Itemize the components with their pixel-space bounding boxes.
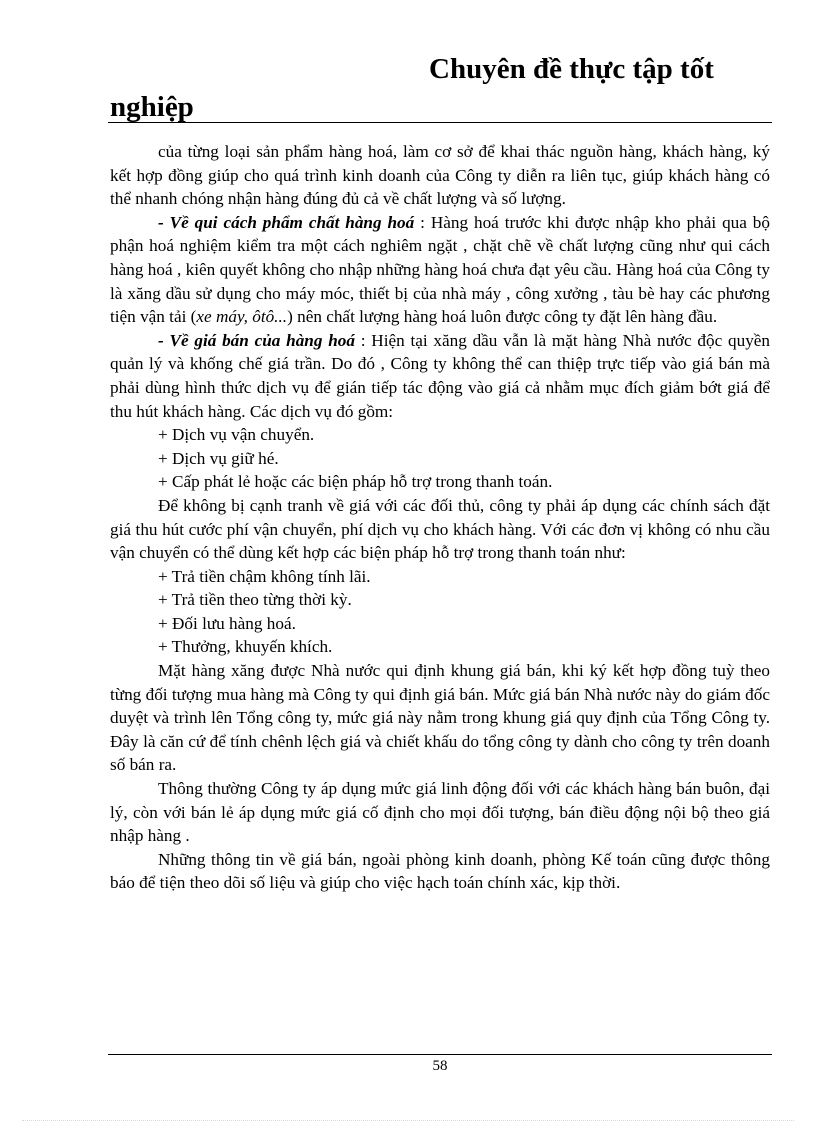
section-lead-price: - Về giá bán của hàng hoá — [158, 330, 355, 350]
paragraph-quality-italic: xe máy, ôtô... — [196, 307, 288, 327]
list-item: + Dịch vụ vận chuyển. — [158, 425, 315, 445]
header-title-line-2: nghiệp — [110, 91, 194, 123]
paragraph-competition: Để không bị cạnh tranh về giá với các đối thủ, công ty phải áp dụng các chính sách đặt giá thu hút cước phí vận chuyển, phí dịch vụ cho khách hàng. Với các đơn vị không có nhu cầu vận chuyển có thể dùng kết hợp các biện pháp hỗ trợ trong thanh toán như: — [110, 495, 770, 563]
paragraph-quality-text-b: ) nên chất lượng hàng hoá luôn được công ty đặt lên hàng đầu. — [287, 307, 718, 327]
header-title-line-1: Chuyên đề thực tập tốt — [429, 53, 714, 85]
list-item: + Đối lưu hàng hoá. — [158, 613, 296, 633]
list-item: + Trả tiền theo từng thời kỳ. — [158, 590, 352, 610]
list-item: + Thưởng, khuyến khích. — [158, 637, 333, 657]
paragraph-accounting-info: Những thông tin về giá bán, ngoài phòng kinh doanh, phòng Kế toán cũng được thông báo để tiện theo dõi số liệu và giúp cho việc hạch toán chính xác, kịp thời. — [110, 849, 770, 893]
paragraph-price-framework: Mặt hàng xăng được Nhà nước qui định khung giá bán, khi ký kết hợp đồng tuỳ theo từng đối tượng mua hàng mà Công ty qui định giá bán. Mức giá bán Nhà nước này do giám đốc duyệt và trình lên Tổng công ty, mức giá này nằm trong khung giá quy định của Tổng Công ty. Đây là căn cứ để tính chênh lệch giá và chiết khấu do tổng công ty dành cho công ty trên doanh số bán ra. — [110, 661, 770, 775]
page-header-title — [110, 50, 772, 126]
paragraph-price-text: : Hiện tại xăng dầu vẫn là mặt hàng Nhà nước độc quyền quản lý và khống chế giá trần. Do đó , Công ty không thể can thiệp trực tiếp vào giá bán mà phải dùng hình thức dịch vụ để gián tiếp tác động vào giá cả nhằm mục đích giảm bớt giá để thu hút khách hàng. Các dịch vụ đó gồm: — [110, 330, 771, 421]
footer-divider — [108, 1054, 772, 1055]
document-body — [110, 140, 770, 895]
paragraph-flexible-pricing: Thông thường Công ty áp dụng mức giá linh động đối với các khách hàng bán buôn, đại lý, còn với bán lẻ áp dụng mức giá cố định cho mọi đối tượng, bán điều động nội bộ theo giá nhập hàng . — [110, 779, 770, 846]
paragraph-quality-text-a: : Hàng hoá trước khi được nhập kho phải qua bộ phận hoá nghiệm kiểm tra một cách nghiêm ngặt , chặt chẽ về chất lượng cũng như qui cách hàng hoá , kiên quyết không cho nhập những hàng hoá chưa đạt yêu cầu. Hàng hoá của Công ty là xăng dầu sử dụng cho máy móc, thiết bị của nhà máy , công xưởng , tàu bè hay các phương tiện vận tải ( — [110, 212, 770, 327]
section-lead-quality: - Về qui cách phẩm chất hàng hoá — [158, 212, 415, 232]
list-item: + Trả tiền chậm không tính lãi. — [158, 566, 371, 586]
paragraph-quality-specs — [110, 211, 770, 329]
list-item: + Dịch vụ giữ hé. — [158, 448, 279, 468]
header-divider — [108, 122, 772, 123]
page-number: 58 — [432, 1058, 448, 1074]
page-edge — [22, 1120, 794, 1121]
list-item: + Cấp phát lẻ hoặc các biện pháp hỗ trợ trong thanh toán. — [158, 472, 553, 492]
paragraph-selling-price — [110, 329, 770, 423]
paragraph-product-info: của từng loại sản phẩm hàng hoá, làm cơ sở để khai thác nguồn hàng, khách hàng, ký kết hợp đồng giúp cho quá trình kinh doanh của Công ty diễn ra liên tục, giúp khách hàng có thể nhanh chóng nhận hàng đúng đủ cả về chất lượng và số lượng. — [110, 142, 770, 209]
